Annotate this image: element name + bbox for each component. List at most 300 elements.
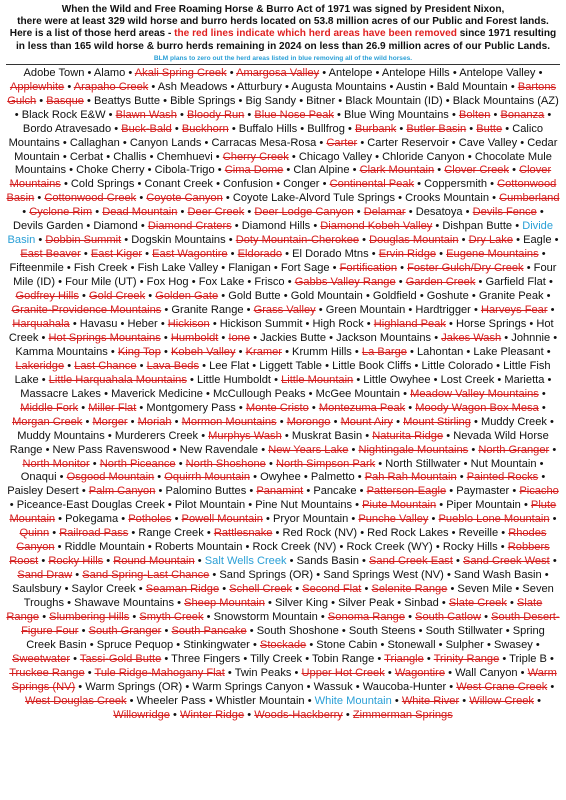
bullet-separator: • xyxy=(438,638,443,651)
herd-item: New Pass Ravenswood xyxy=(52,443,170,456)
herd-item: Arapaho Creek xyxy=(73,80,149,93)
bullet-separator: • xyxy=(352,164,357,177)
herd-item: Canyon Lands xyxy=(129,136,202,149)
herd-item: McGee Mountain xyxy=(315,387,401,400)
herd-item: La Barge xyxy=(361,345,407,358)
herd-item: Granite Peak xyxy=(478,290,544,303)
herd-item: Lake Pleasant xyxy=(473,345,544,358)
herd-item: Cumberland xyxy=(499,192,560,205)
herd-item: Chloride Canyon xyxy=(382,150,465,163)
bullet-separator: • xyxy=(520,666,525,679)
bullet-separator: • xyxy=(234,220,239,233)
bullet-separator: • xyxy=(501,527,506,540)
herd-item: Pah Rah Mountain xyxy=(364,471,457,484)
bullet-separator: • xyxy=(307,694,312,707)
bullet-separator: • xyxy=(417,178,422,191)
bullet-separator: • xyxy=(320,610,325,623)
bullet-separator: • xyxy=(180,206,185,219)
herd-item: Sheep Mountain xyxy=(184,597,265,610)
herd-item: Lee Flat xyxy=(209,359,250,372)
herd-item: Chicago Valley xyxy=(298,150,373,163)
herd-item: Fort Sage xyxy=(280,262,330,275)
herd-item: Three Fingers xyxy=(171,652,241,665)
bullet-separator: • xyxy=(552,555,557,568)
bullet-separator: • xyxy=(89,638,94,651)
bullet-separator: • xyxy=(539,457,544,470)
bullet-separator: • xyxy=(492,192,496,205)
herd-item: Plute Mountain xyxy=(9,499,557,526)
herd-item: Dogskin Mountains xyxy=(131,234,226,247)
herd-item: Snowstorm Mountain xyxy=(213,610,318,623)
herd-item: Chocolate Mule Mountains xyxy=(14,150,552,177)
herd-item: Stone Cabin xyxy=(316,638,378,651)
herd-item: Hardtrigger xyxy=(415,304,471,317)
herd-item: Jakes Wash xyxy=(441,331,502,344)
herd-item: Divide Basin xyxy=(7,220,554,247)
bullet-separator: • xyxy=(247,276,252,289)
bullet-separator: • xyxy=(248,499,253,512)
bullet-separator: • xyxy=(122,136,127,149)
herd-item: Muskrat Basin xyxy=(291,429,363,442)
bullet-separator: • xyxy=(461,234,466,247)
bullet-separator: • xyxy=(57,541,62,554)
bullet-separator: • xyxy=(81,624,86,637)
bullet-separator: • xyxy=(22,206,27,219)
bullet-separator: • xyxy=(275,527,280,540)
herd-item: Pueblo Lone Mountain xyxy=(438,513,550,526)
herd-item: Black Mountains (AZ) xyxy=(452,94,559,107)
herd-item: Desatoya xyxy=(415,206,463,219)
bullet-separator: • xyxy=(505,624,510,637)
bullet-separator: • xyxy=(446,569,451,582)
bullet-separator: • xyxy=(408,610,412,623)
bullet-separator: • xyxy=(253,331,257,344)
bullet-separator: • xyxy=(217,164,222,177)
herd-item: Jackson Mountains xyxy=(336,331,432,344)
herd-item: Grass Valley xyxy=(253,304,316,317)
bullet-separator: • xyxy=(285,248,290,261)
herd-item: Wall Canyon xyxy=(455,666,518,679)
bullet-separator: • xyxy=(523,499,528,512)
bullet-separator: • xyxy=(515,583,520,596)
bullet-separator: • xyxy=(360,136,365,149)
bullet-separator: • xyxy=(550,652,554,665)
bullet-separator: • xyxy=(253,471,257,484)
herd-item: Coyote Lake-Alvord Tule Springs xyxy=(232,192,396,205)
bullet-separator: • xyxy=(526,262,531,275)
bullet-separator: • xyxy=(206,610,211,623)
bullet-separator: • xyxy=(247,206,252,219)
herd-item: Conant Creek xyxy=(144,178,213,191)
herd-item: Pokegama xyxy=(65,513,119,526)
herd-item: Granite Range xyxy=(171,304,244,317)
bullet-separator: • xyxy=(434,331,439,344)
bullet-separator: • xyxy=(283,290,288,303)
bullet-separator: • xyxy=(86,220,91,233)
bullet-separator: • xyxy=(229,66,234,79)
herd-item: Seaman Ridge xyxy=(145,583,220,596)
bullet-separator: • xyxy=(139,276,144,289)
herd-item: Buckhorn xyxy=(181,122,229,135)
herd-item: Red Rock (NV) xyxy=(282,527,358,540)
bullet-separator: • xyxy=(338,94,343,107)
bullet-separator: • xyxy=(92,457,97,470)
bullet-separator: • xyxy=(529,317,534,330)
herd-item: Warm Springs (OR) xyxy=(85,680,183,693)
bullet-separator: • xyxy=(285,345,289,358)
herd-item: Garden Creek xyxy=(405,276,476,289)
bullet-separator: • xyxy=(311,401,316,414)
bullet-separator: • xyxy=(380,638,385,651)
herd-item: Sand Springs West (NV) xyxy=(323,569,444,582)
herd-item: Blue Nose Peak xyxy=(254,108,334,121)
bullet-separator: • xyxy=(107,429,112,442)
herd-item: Pilot Mountain xyxy=(174,499,246,512)
bullet-separator: • xyxy=(41,373,46,386)
bullet-separator: • xyxy=(221,262,226,275)
herd-item: Douglas Mountain xyxy=(369,234,459,247)
herd-item: Silver King xyxy=(274,597,329,610)
herd-item: Little Colorado xyxy=(421,359,494,372)
herd-item: Four Mile (ID) xyxy=(13,262,557,289)
herd-item: Schell Creek xyxy=(229,583,293,596)
bullet-separator: • xyxy=(266,513,270,526)
bullet-separator: • xyxy=(157,471,162,484)
herd-item: Blawn Wash xyxy=(115,108,177,121)
herd-item: Diamond Kobeh Valley xyxy=(320,220,433,233)
herd-item: South Shoshone xyxy=(256,624,339,637)
bullet-separator: • xyxy=(284,429,289,442)
bullet-separator: • xyxy=(75,569,80,582)
herd-item: Black Mountain (ID) xyxy=(345,94,443,107)
bullet-separator: • xyxy=(247,708,252,721)
bullet-separator: • xyxy=(274,373,278,386)
herd-item: Clover Creek xyxy=(444,164,509,177)
bullet-separator: • xyxy=(108,108,113,121)
herd-item: Humboldt xyxy=(170,331,219,344)
bullet-separator: • xyxy=(45,443,50,456)
bullet-separator: • xyxy=(147,541,152,554)
bullet-separator: • xyxy=(418,624,423,637)
herd-item: Gold Butte xyxy=(228,290,281,303)
bullet-separator: • xyxy=(163,331,168,344)
herd-item: Choke Cherry xyxy=(76,164,145,177)
bullet-separator: • xyxy=(261,443,266,456)
bullet-separator: • xyxy=(206,387,210,400)
bullet-separator: • xyxy=(541,248,546,261)
bullet-separator: • xyxy=(212,569,217,582)
herd-item: Sand Creek East xyxy=(369,555,453,568)
herd-item: Harveys Fear xyxy=(480,304,548,317)
bullet-separator: • xyxy=(291,150,296,163)
bullet-separator: • xyxy=(515,220,520,233)
herd-item: Crooks Mountain xyxy=(405,192,489,205)
herd-item: Eugene Mountains xyxy=(446,248,539,261)
herd-item: East Kiger xyxy=(90,248,143,261)
herd-item: Smyth Creek xyxy=(139,610,204,623)
bullet-separator: • xyxy=(547,373,552,386)
bullet-separator: • xyxy=(151,80,156,93)
herd-item: Johnnie xyxy=(511,331,551,344)
bullet-separator: • xyxy=(541,471,546,484)
bullet-separator: • xyxy=(81,485,86,498)
bullet-separator: • xyxy=(362,555,366,568)
bullet-separator: • xyxy=(215,150,220,163)
bullet-separator: • xyxy=(299,94,304,107)
bullet-separator: • xyxy=(552,443,557,456)
herd-item: Cottonwood Basin xyxy=(6,178,557,205)
herd-item: Ervin Ridge xyxy=(378,248,437,261)
bullet-separator: • xyxy=(546,290,551,303)
herd-item: North Piceance xyxy=(99,457,176,470)
bullet-separator: • xyxy=(449,680,454,693)
bullet-separator: • xyxy=(439,248,444,261)
herd-item: Lahontan xyxy=(417,345,464,358)
herd-item: Mount Airy xyxy=(340,415,393,428)
herd-item: West Crane Creek xyxy=(456,680,548,693)
herd-item: Rattlesnake xyxy=(213,527,273,540)
bullet-separator: • xyxy=(208,694,213,707)
herd-item: Shawave Mountains xyxy=(74,597,175,610)
herd-item: Buck-Bald xyxy=(121,122,172,135)
bullet-separator: • xyxy=(221,331,226,344)
herd-item: Slate Creek xyxy=(448,597,507,610)
bullet-separator: • xyxy=(490,178,495,191)
herd-item: Eagle xyxy=(523,234,552,247)
herd-item: Rocky Hills xyxy=(442,541,498,554)
herd-item: Callaghan xyxy=(69,136,120,149)
herd-item: Goshute xyxy=(426,290,469,303)
herd-item: Monte Cristo xyxy=(245,401,309,414)
bullet-separator: • xyxy=(550,680,555,693)
bullet-separator: • xyxy=(95,206,100,219)
herd-item: Pine Nut Mountains xyxy=(255,499,353,512)
bullet-separator: • xyxy=(305,317,310,330)
bullet-separator: • xyxy=(185,680,190,693)
herd-item: Confusion xyxy=(223,178,274,191)
bullet-separator: • xyxy=(231,122,236,135)
bullet-separator: • xyxy=(131,527,136,540)
herd-item: Reveille xyxy=(458,527,499,540)
bullet-separator: • xyxy=(140,220,145,233)
herd-item: Willow Creek xyxy=(469,694,534,707)
bullet-separator: • xyxy=(465,206,470,219)
herd-item: Sand Spring-Last Chance xyxy=(82,569,210,582)
herd-item: Bonanza xyxy=(500,108,545,121)
herd-item: Morongo xyxy=(286,415,331,428)
herd-item: Stockade xyxy=(259,638,307,651)
bullet-separator: • xyxy=(38,234,43,247)
herd-item: El Dorado Mtns xyxy=(292,248,369,261)
bullet-separator: • xyxy=(463,457,468,470)
herd-item: Round Mountain xyxy=(113,555,195,568)
bullet-separator: • xyxy=(325,359,329,372)
herd-item: Sand Creek West xyxy=(462,555,550,568)
bullet-separator: • xyxy=(87,94,91,107)
bullet-separator: • xyxy=(408,304,413,317)
herd-item: Hickison Summit xyxy=(219,317,303,330)
bullet-separator: • xyxy=(139,192,144,205)
herd-item: Cedar Mountain xyxy=(14,136,558,163)
herd-item: Punche Valley xyxy=(358,513,429,526)
bullet-separator: • xyxy=(83,248,88,261)
herd-item: Buffalo Hills xyxy=(238,122,298,135)
bullet-separator: • xyxy=(360,527,365,540)
herd-list xyxy=(6,67,560,723)
bullet-separator: • xyxy=(459,471,464,484)
herd-item: Trinity Range xyxy=(433,652,500,665)
herd-item: Fox Hog xyxy=(146,276,189,289)
bullet-separator: • xyxy=(544,569,549,582)
herd-item: Bloody Run xyxy=(186,108,245,121)
bullet-separator: • xyxy=(451,136,456,149)
bullet-separator: • xyxy=(42,610,47,623)
herd-item: Twin Peaks xyxy=(234,666,292,679)
bullet-separator: • xyxy=(104,387,108,400)
bullet-separator: • xyxy=(137,178,142,191)
bullet-separator: • xyxy=(167,499,172,512)
bullet-separator: • xyxy=(408,401,413,414)
bullet-separator: • xyxy=(139,359,144,372)
herd-item: Paymaster xyxy=(456,485,510,498)
header-red-legend: the red lines indicate which herd areas have been removed xyxy=(174,28,457,40)
header-line-2: there were at least 329 wild horse and burro herds located on 53.8 million acres of our Public and Forest lands. xyxy=(17,16,549,28)
herd-item: Truckee Range xyxy=(9,666,85,679)
herd-item: McCullough Peaks xyxy=(213,387,306,400)
bullet-separator: • xyxy=(451,527,456,540)
bullet-separator: • xyxy=(355,680,360,693)
bullet-separator: • xyxy=(41,331,46,344)
bullet-separator: • xyxy=(541,401,546,414)
bullet-separator: • xyxy=(403,387,408,400)
herd-item: Morgan Creek xyxy=(12,415,83,428)
herd-item: Granite-Providence Mountains xyxy=(11,304,162,317)
bullet-separator: • xyxy=(129,694,134,707)
bullet-separator: • xyxy=(400,262,404,275)
herd-item: Gabbs Valley Range xyxy=(294,276,396,289)
herd-item: Owyhee xyxy=(260,471,301,484)
herd-item: Selenite Range xyxy=(371,583,448,596)
bullet-separator: • xyxy=(431,513,436,526)
bullet-separator: • xyxy=(110,345,115,358)
bullet-separator: • xyxy=(238,94,243,107)
herd-item: Red Rock Lakes xyxy=(367,527,449,540)
bullet-separator: • xyxy=(252,638,257,651)
blm-note: BLM plans to zero out the herd areas listed in blue removing all of the wild horses. xyxy=(153,54,413,62)
bullet-separator: • xyxy=(303,471,308,484)
bullet-separator: • xyxy=(120,317,125,330)
bullet-separator: • xyxy=(550,415,554,428)
herd-item: Patterson-Eagle xyxy=(366,485,447,498)
herd-item: Little Owyhee xyxy=(363,373,431,386)
bullet-separator: • xyxy=(230,248,235,261)
herd-item: Range Creek xyxy=(138,527,204,540)
bullet-separator: • xyxy=(276,178,280,191)
herd-item: Lava Beds xyxy=(146,359,200,372)
bullet-separator: • xyxy=(273,262,278,275)
herd-item: Quinn xyxy=(19,527,50,540)
bullet-separator: • xyxy=(550,304,555,317)
bullet-separator: • xyxy=(362,234,367,247)
bullet-separator: • xyxy=(58,276,62,289)
bullet-separator: • xyxy=(132,610,137,623)
herd-item: Sands Basin xyxy=(296,555,359,568)
herd-item: Cibola-Trigo xyxy=(154,164,215,177)
herd-item: Slumbering Hills xyxy=(49,610,130,623)
herd-item: Slate Range xyxy=(6,597,543,623)
herd-item: Bullfrog xyxy=(307,122,345,135)
bullet-separator: • xyxy=(354,345,359,358)
bullet-separator: • xyxy=(469,122,474,135)
bullet-separator: • xyxy=(387,666,392,679)
herd-item: Spruce Pequop xyxy=(96,638,174,651)
herd-item: Marietta xyxy=(504,373,545,386)
bullet-separator: • xyxy=(396,415,400,428)
bullet-separator: • xyxy=(191,276,196,289)
herd-item: West Douglas Creek xyxy=(25,694,127,707)
herd-item: Stonewall xyxy=(387,638,436,651)
bullet-separator: • xyxy=(439,499,444,512)
bullet-separator: • xyxy=(446,429,451,442)
bullet-separator: • xyxy=(365,429,370,442)
bullet-separator: • xyxy=(502,652,507,665)
herd-item: Rock Creek (NV) xyxy=(252,541,337,554)
bullet-separator: • xyxy=(538,66,543,79)
bullet-separator: • xyxy=(471,443,476,456)
herd-item: Amargosa Valley xyxy=(236,66,320,79)
herd-item: Onaqui xyxy=(20,471,57,484)
bullet-separator: • xyxy=(174,122,179,135)
herd-item: Doty Mountain-Cherokee xyxy=(235,234,360,247)
bullet-separator: • xyxy=(204,136,209,149)
herd-item: Miller Flat xyxy=(88,401,137,414)
bullet-separator: • xyxy=(238,345,243,358)
bullet-separator: • xyxy=(225,192,230,205)
bullet-separator: • xyxy=(331,597,335,610)
herd-item: Augusta Mountains xyxy=(291,80,387,93)
herd-item: East Wagontire xyxy=(152,248,228,261)
herd-item: Massacre Lakes xyxy=(20,387,101,400)
bullet-separator: • xyxy=(316,569,321,582)
herd-item: Cerbat xyxy=(69,150,104,163)
bullet-separator: • xyxy=(294,666,299,679)
herd-item: Dead Mountain xyxy=(102,206,178,219)
herd-item: Conger xyxy=(283,178,320,191)
bullet-separator: • xyxy=(147,164,152,177)
bullet-separator: • xyxy=(286,164,291,177)
herd-item: Triangle xyxy=(384,652,424,665)
bullet-separator: • xyxy=(230,80,235,93)
herd-item: Havasu xyxy=(79,317,118,330)
herd-item: Ash Meadows xyxy=(157,80,228,93)
herd-item: Diamond Craters xyxy=(147,220,232,233)
bullet-separator: • xyxy=(173,708,177,721)
bullet-separator: • xyxy=(473,304,478,317)
bullet-separator: • xyxy=(547,108,552,121)
herd-item: Rocky Hills xyxy=(48,555,104,568)
herd-item: Osgood Mountain xyxy=(66,471,155,484)
herd-item: Goldfield xyxy=(372,290,417,303)
bullet-separator: • xyxy=(473,415,478,428)
bullet-separator: • xyxy=(509,597,514,610)
bullet-separator: • xyxy=(493,108,498,121)
bullet-separator: • xyxy=(246,304,251,317)
bullet-separator: • xyxy=(398,276,403,289)
bullet-separator: • xyxy=(73,652,78,665)
bullet-separator: • xyxy=(450,583,455,596)
bullet-separator: • xyxy=(471,290,476,303)
bullet-separator: • xyxy=(201,429,206,442)
